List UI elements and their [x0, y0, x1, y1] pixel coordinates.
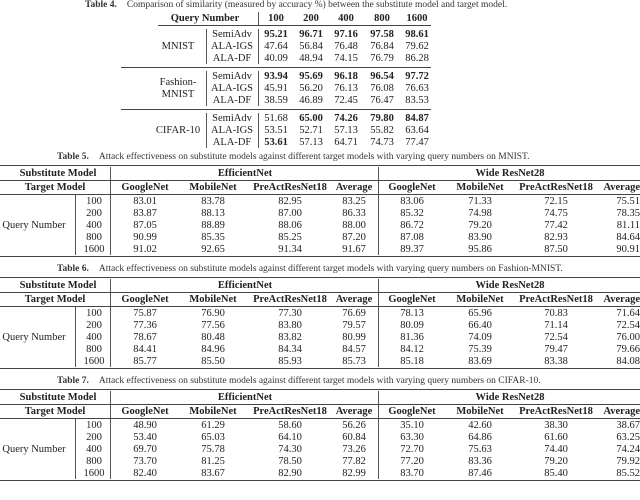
- accuracy-value: 65.00: [299, 112, 323, 124]
- effectiveness-value: 79.20: [544, 455, 568, 467]
- effectiveness-value: 85.50: [201, 355, 225, 367]
- accuracy-value: 76.48: [334, 40, 358, 52]
- query-value: 800: [86, 455, 102, 467]
- query-value: 400: [86, 331, 102, 343]
- effectiveness-value: 85.32: [400, 207, 424, 219]
- effectiveness-value: 78.13: [400, 307, 424, 319]
- effectiveness-value: 75.51: [616, 195, 640, 207]
- effectiveness-value: 83.69: [468, 355, 492, 367]
- effectiveness-value: 79.47: [544, 343, 568, 355]
- divider: [258, 71, 259, 106]
- effectiveness-value: 85.40: [544, 467, 568, 479]
- effectiveness-value: 65.96: [468, 307, 492, 319]
- caption-text: Attack effectiveness on substitute models against different target models with varying query numbers on Fashion-MNIST.: [98, 264, 563, 274]
- target-model-column: MobileNet: [189, 405, 237, 417]
- effectiveness-value: 84.41: [133, 343, 157, 355]
- effectiveness-value: 79.20: [468, 219, 492, 231]
- target-model-column: Average: [603, 405, 640, 417]
- effectiveness-value: 53.40: [133, 431, 157, 443]
- effectiveness-value: 81.36: [400, 331, 424, 343]
- divider: [110, 391, 111, 404]
- divider: [110, 279, 111, 292]
- method-label: SemiAdv: [212, 112, 252, 124]
- accuracy-value: 72.45: [334, 94, 358, 106]
- effectiveness-value: 87.46: [468, 467, 492, 479]
- accuracy-value: 47.64: [264, 40, 288, 52]
- query-value: 1600: [83, 243, 105, 255]
- accuracy-value: 77.47: [405, 136, 429, 148]
- accuracy-value: 96.18: [334, 70, 358, 82]
- caption-label: Table 7.: [57, 376, 89, 386]
- target-model-column: PreActResNet18: [519, 181, 593, 193]
- accuracy-value: 40.09: [264, 52, 288, 64]
- table-caption: [57, 376, 541, 387]
- divider: [110, 167, 111, 180]
- effectiveness-value: 83.01: [133, 195, 157, 207]
- effectiveness-value: 83.70: [400, 467, 424, 479]
- divider: [110, 405, 111, 418]
- divider: [378, 405, 379, 418]
- substitute-efficientnet: EfficientNet: [217, 167, 273, 179]
- target-model-column: MobileNet: [456, 293, 504, 305]
- accuracy-value: 76.08: [370, 82, 394, 94]
- effectiveness-value: 77.82: [342, 455, 366, 467]
- divider: [110, 307, 111, 367]
- divider: [258, 12, 259, 25]
- accuracy-value: 64.71: [334, 136, 358, 148]
- caption-text: Attack effectiveness on substitute models against different target models with varying query numbers on CIFAR-10.: [98, 376, 541, 386]
- effectiveness-value: 84.12: [400, 343, 424, 355]
- accuracy-value: 45.91: [264, 82, 288, 94]
- accuracy-value: 52.71: [299, 124, 323, 136]
- effectiveness-value: 83.36: [468, 455, 492, 467]
- accuracy-value: 86.28: [405, 52, 429, 64]
- accuracy-value: 74.73: [370, 136, 394, 148]
- effectiveness-value: 84.57: [342, 343, 366, 355]
- divider: [378, 293, 379, 306]
- table-caption: [57, 152, 530, 163]
- accuracy-value: 38.59: [264, 94, 288, 106]
- effectiveness-value: 88.00: [342, 219, 366, 231]
- accuracy-value: 55.82: [370, 124, 394, 136]
- accuracy-value: 93.94: [264, 70, 288, 82]
- effectiveness-value: 56.26: [342, 419, 366, 431]
- caption-text: Attack effectiveness on substitute models against different target models with varying query numbers on MNIST.: [98, 152, 530, 162]
- effectiveness-value: 87.00: [278, 207, 302, 219]
- effectiveness-value: 79.57: [342, 319, 366, 331]
- effectiveness-value: 84.08: [616, 355, 640, 367]
- accuracy-value: 79.62: [405, 40, 429, 52]
- query-value: 800: [86, 343, 102, 355]
- accuracy-value: 74.26: [334, 112, 358, 124]
- target-model-column: MobileNet: [456, 181, 504, 193]
- query-value: 1600: [83, 355, 105, 367]
- effectiveness-value: 88.06: [278, 219, 302, 231]
- accuracy-value: 76.79: [370, 52, 394, 64]
- effectiveness-value: 71.33: [468, 195, 492, 207]
- effectiveness-value: 77.42: [544, 219, 568, 231]
- dataset-label: MNIST: [161, 40, 195, 52]
- effectiveness-value: 84.34: [278, 343, 302, 355]
- effectiveness-value: 83.87: [133, 207, 157, 219]
- effectiveness-value: 63.25: [616, 431, 640, 443]
- effectiveness-value: 64.10: [278, 431, 302, 443]
- effectiveness-value: 77.20: [400, 455, 424, 467]
- effectiveness-value: 90.99: [133, 231, 157, 243]
- effectiveness-value: 72.15: [544, 195, 568, 207]
- query-number-label: Query Number: [2, 331, 66, 343]
- effectiveness-value: 80.99: [342, 331, 366, 343]
- effectiveness-value: 85.77: [133, 355, 157, 367]
- query-value: 100: [86, 419, 102, 431]
- accuracy-value: 97.16: [334, 28, 358, 40]
- effectiveness-value: 83.82: [278, 331, 302, 343]
- query-value: 100: [86, 195, 102, 207]
- query-value: 200: [86, 431, 102, 443]
- effectiveness-value: 83.38: [544, 355, 568, 367]
- accuracy-value: 76.13: [334, 82, 358, 94]
- target-model-column: PreActResNet18: [253, 405, 327, 417]
- effectiveness-value: 87.50: [544, 243, 568, 255]
- effectiveness-value: 75.78: [201, 443, 225, 455]
- target-model-column: MobileNet: [189, 293, 237, 305]
- effectiveness-value: 85.25: [278, 231, 302, 243]
- target-model-column: PreActResNet18: [253, 293, 327, 305]
- target-model-column: GoogleNet: [121, 181, 169, 193]
- effectiveness-value: 75.63: [468, 443, 492, 455]
- query-value: 100: [86, 307, 102, 319]
- effectiveness-value: 83.90: [468, 231, 492, 243]
- effectiveness-value: 73.70: [133, 455, 157, 467]
- caption-label: Table 6.: [57, 264, 89, 274]
- target-model-column: PreActResNet18: [253, 181, 327, 193]
- method-label: ALA-IGS: [211, 82, 253, 94]
- divider: [258, 113, 259, 148]
- effectiveness-value: 74.98: [468, 207, 492, 219]
- target-model-column: GoogleNet: [388, 405, 436, 417]
- effectiveness-value: 74.24: [616, 443, 640, 455]
- target-model-column: GoogleNet: [121, 293, 169, 305]
- effectiveness-value: 65.03: [201, 431, 225, 443]
- effectiveness-value: 71.64: [616, 307, 640, 319]
- effectiveness-value: 79.92: [616, 455, 640, 467]
- accuracy-value: 46.89: [299, 94, 323, 106]
- divider: [110, 181, 111, 194]
- effectiveness-value: 81.11: [616, 219, 640, 231]
- effectiveness-value: 87.05: [133, 219, 157, 231]
- accuracy-value: 95.69: [299, 70, 323, 82]
- dataset-label: Fashion-: [159, 76, 197, 88]
- target-model-column: PreActResNet18: [519, 405, 593, 417]
- effectiveness-value: 89.37: [400, 243, 424, 255]
- substitute-efficientnet: EfficientNet: [217, 391, 273, 403]
- target-model-column: GoogleNet: [121, 405, 169, 417]
- query-number-header: Query Number: [170, 12, 240, 24]
- dataset-label: MNIST: [161, 88, 195, 100]
- target-model-header: Target Model: [24, 405, 86, 417]
- rule: [121, 109, 431, 110]
- substitute-model-header: Substitute Model: [19, 391, 97, 403]
- effectiveness-value: 72.70: [400, 443, 424, 455]
- query-number-label: Query Number: [2, 443, 66, 455]
- accuracy-value: 56.84: [299, 40, 323, 52]
- effectiveness-value: 75.87: [133, 307, 157, 319]
- caption-label: Table 4.: [85, 0, 117, 10]
- target-model-header: Target Model: [24, 181, 86, 193]
- effectiveness-value: 76.90: [201, 307, 225, 319]
- effectiveness-value: 85.35: [201, 231, 225, 243]
- query-value: 400: [86, 443, 102, 455]
- target-model-column: Average: [603, 293, 640, 305]
- effectiveness-value: 63.30: [400, 431, 424, 443]
- effectiveness-value: 80.09: [400, 319, 424, 331]
- effectiveness-value: 78.50: [278, 455, 302, 467]
- accuracy-value: 74.15: [334, 52, 358, 64]
- substitute-wideresnet28: Wide ResNet28: [475, 391, 545, 403]
- substitute-model-header: Substitute Model: [19, 167, 97, 179]
- divider: [378, 167, 379, 180]
- effectiveness-value: 76.00: [616, 331, 640, 343]
- effectiveness-value: 48.90: [133, 419, 157, 431]
- divider: [110, 419, 111, 479]
- divider: [378, 279, 379, 292]
- effectiveness-value: 72.54: [616, 319, 640, 331]
- accuracy-value: 95.21: [264, 28, 288, 40]
- accuracy-value: 53.61: [264, 136, 288, 148]
- effectiveness-value: 83.80: [278, 319, 302, 331]
- divider: [110, 293, 111, 306]
- accuracy-value: 76.63: [405, 82, 429, 94]
- effectiveness-value: 38.30: [544, 419, 568, 431]
- query-column-header: 100: [268, 12, 284, 24]
- accuracy-value: 76.84: [370, 40, 394, 52]
- rule: [0, 165, 640, 166]
- effectiveness-value: 73.26: [342, 443, 366, 455]
- accuracy-value: 63.64: [405, 124, 429, 136]
- accuracy-value: 53.51: [264, 124, 288, 136]
- effectiveness-value: 74.40: [544, 443, 568, 455]
- caption-text: Comparison of similarity (measured by accuracy %) between the substitute model and target model.: [126, 0, 508, 10]
- effectiveness-value: 71.14: [544, 319, 568, 331]
- accuracy-value: 97.72: [405, 70, 429, 82]
- query-value: 200: [86, 319, 102, 331]
- effectiveness-value: 60.84: [342, 431, 366, 443]
- target-model-column: Average: [335, 293, 373, 305]
- method-label: SemiAdv: [212, 70, 252, 82]
- table-caption: [57, 264, 563, 275]
- effectiveness-value: 88.13: [201, 207, 225, 219]
- query-column-header: 800: [374, 12, 390, 24]
- effectiveness-value: 78.67: [133, 331, 157, 343]
- effectiveness-value: 35.10: [400, 419, 424, 431]
- effectiveness-value: 87.20: [342, 231, 366, 243]
- effectiveness-value: 58.60: [278, 419, 302, 431]
- effectiveness-value: 91.02: [133, 243, 157, 255]
- query-value: 1600: [83, 467, 105, 479]
- effectiveness-value: 70.83: [544, 307, 568, 319]
- effectiveness-value: 82.93: [544, 231, 568, 243]
- method-label: SemiAdv: [212, 28, 252, 40]
- query-column-header: 200: [303, 12, 319, 24]
- effectiveness-value: 88.89: [201, 219, 225, 231]
- effectiveness-value: 78.35: [616, 207, 640, 219]
- query-column-header: 1600: [406, 12, 428, 24]
- target-model-column: Average: [335, 405, 373, 417]
- divider: [258, 29, 259, 64]
- effectiveness-value: 82.95: [278, 195, 302, 207]
- effectiveness-value: 91.34: [278, 243, 302, 255]
- effectiveness-value: 69.70: [133, 443, 157, 455]
- effectiveness-value: 85.93: [278, 355, 302, 367]
- effectiveness-value: 82.40: [133, 467, 157, 479]
- rule: [0, 256, 640, 257]
- query-column-header: 400: [338, 12, 354, 24]
- effectiveness-value: 77.56: [201, 319, 225, 331]
- target-model-header: Target Model: [24, 293, 86, 305]
- target-model-column: PreActResNet18: [519, 293, 593, 305]
- method-label: ALA-DF: [212, 52, 252, 64]
- substitute-wideresnet28: Wide ResNet28: [475, 167, 545, 179]
- effectiveness-value: 74.09: [468, 331, 492, 343]
- effectiveness-value: 86.33: [342, 207, 366, 219]
- method-label: ALA-DF: [212, 136, 252, 148]
- substitute-model-header: Substitute Model: [19, 279, 97, 291]
- rule: [0, 480, 640, 481]
- effectiveness-value: 75.39: [468, 343, 492, 355]
- accuracy-value: 96.54: [370, 70, 394, 82]
- query-value: 800: [86, 231, 102, 243]
- divider: [378, 391, 379, 404]
- effectiveness-value: 74.75: [544, 207, 568, 219]
- effectiveness-value: 77.36: [133, 319, 157, 331]
- accuracy-value: 48.94: [299, 52, 323, 64]
- rule: [0, 277, 640, 278]
- accuracy-value: 57.13: [334, 124, 358, 136]
- divider: [75, 195, 76, 255]
- query-number-label: Query Number: [2, 219, 66, 231]
- effectiveness-value: 83.25: [342, 195, 366, 207]
- table4-caption: [85, 0, 507, 11]
- accuracy-value: 56.20: [299, 82, 323, 94]
- effectiveness-value: 61.29: [201, 419, 225, 431]
- accuracy-value: 96.71: [299, 28, 323, 40]
- accuracy-value: 79.80: [370, 112, 394, 124]
- target-model-column: MobileNet: [456, 405, 504, 417]
- dataset-label: CIFAR-10: [155, 124, 201, 136]
- target-model-column: GoogleNet: [388, 181, 436, 193]
- effectiveness-value: 84.64: [616, 231, 640, 243]
- effectiveness-value: 80.48: [201, 331, 225, 343]
- method-label: ALA-IGS: [211, 124, 253, 136]
- effectiveness-value: 66.40: [468, 319, 492, 331]
- effectiveness-value: 82.99: [342, 467, 366, 479]
- target-model-column: GoogleNet: [388, 293, 436, 305]
- effectiveness-value: 92.65: [201, 243, 225, 255]
- effectiveness-value: 83.06: [400, 195, 424, 207]
- effectiveness-value: 64.86: [468, 431, 492, 443]
- effectiveness-value: 84.96: [201, 343, 225, 355]
- effectiveness-value: 85.73: [342, 355, 366, 367]
- effectiveness-value: 83.78: [201, 195, 225, 207]
- effectiveness-value: 86.72: [400, 219, 424, 231]
- effectiveness-value: 85.52: [616, 467, 640, 479]
- effectiveness-value: 95.86: [468, 243, 492, 255]
- divider: [206, 29, 207, 64]
- divider: [75, 419, 76, 479]
- rule: [121, 67, 431, 68]
- query-value: 400: [86, 219, 102, 231]
- effectiveness-value: 85.18: [400, 355, 424, 367]
- accuracy-value: 57.13: [299, 136, 323, 148]
- effectiveness-value: 38.67: [616, 419, 640, 431]
- caption-label: Table 5.: [57, 152, 89, 162]
- target-model-column: Average: [335, 181, 373, 193]
- effectiveness-value: 82.90: [278, 467, 302, 479]
- divider: [206, 71, 207, 106]
- rule: [0, 368, 640, 369]
- accuracy-value: 97.58: [370, 28, 394, 40]
- rule: [158, 25, 431, 26]
- target-model-column: MobileNet: [189, 181, 237, 193]
- substitute-wideresnet28: Wide ResNet28: [475, 279, 545, 291]
- effectiveness-value: 87.08: [400, 231, 424, 243]
- rule: [0, 389, 640, 390]
- divider: [206, 113, 207, 148]
- effectiveness-value: 61.60: [544, 431, 568, 443]
- effectiveness-value: 91.67: [342, 243, 366, 255]
- divider: [110, 195, 111, 255]
- method-label: ALA-IGS: [211, 40, 253, 52]
- accuracy-value: 98.61: [405, 28, 429, 40]
- effectiveness-value: 81.25: [201, 455, 225, 467]
- effectiveness-value: 74.30: [278, 443, 302, 455]
- method-label: ALA-DF: [212, 94, 252, 106]
- accuracy-value: 76.47: [370, 94, 394, 106]
- substitute-efficientnet: EfficientNet: [217, 279, 273, 291]
- accuracy-value: 83.53: [405, 94, 429, 106]
- effectiveness-value: 72.54: [544, 331, 568, 343]
- divider: [75, 307, 76, 367]
- effectiveness-value: 76.69: [342, 307, 366, 319]
- accuracy-value: 84.87: [405, 112, 429, 124]
- accuracy-value: 51.68: [264, 112, 288, 124]
- effectiveness-value: 79.66: [616, 343, 640, 355]
- target-model-column: Average: [603, 181, 640, 193]
- effectiveness-value: 77.30: [278, 307, 302, 319]
- effectiveness-value: 42.60: [468, 419, 492, 431]
- effectiveness-value: 90.91: [616, 243, 640, 255]
- divider: [378, 181, 379, 194]
- query-value: 200: [86, 207, 102, 219]
- effectiveness-value: 83.67: [201, 467, 225, 479]
